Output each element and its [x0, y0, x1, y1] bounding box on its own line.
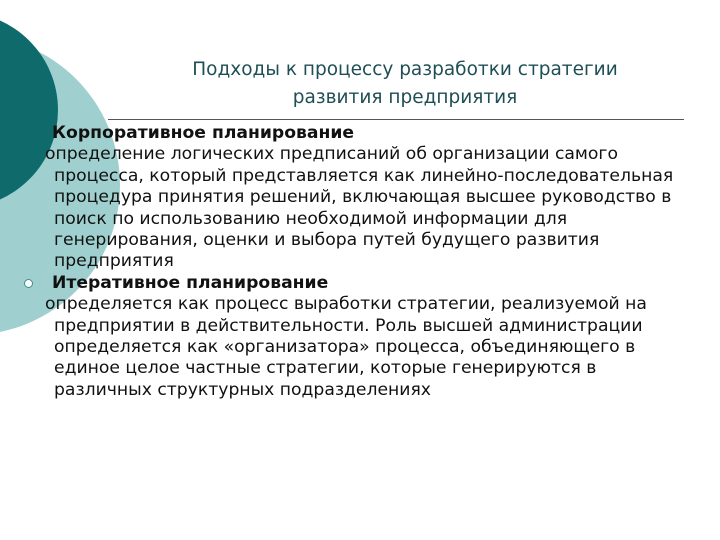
slide-title	[120, 56, 690, 112]
bullet-icon	[24, 279, 33, 288]
item-description: определение логических предписаний об организации самого процесса, который представляется как линейно-последовательная процедура принятия решений, включающая высшее руководство в поиск по использованию необходимой информации для генерирования, оценки и выбора путей будущего развития предприятия	[45, 144, 674, 272]
title-divider	[108, 119, 684, 120]
slide-content	[0, 123, 720, 401]
item-description: определяется как процесс выработки стратегии, реализуемой на предприятии в действительности. Роль высшей администрации определяется как «организатора» процесса, объединяющего в единое целое частные стратегии, которые генерируются в различных структурных подразделениях	[45, 294, 647, 400]
list-item	[0, 123, 720, 273]
slide-title-line-1: Подходы к процессу разработки стратегии	[192, 59, 618, 80]
item-heading: Итеративное планирование	[52, 272, 329, 293]
item-heading: Корпоративное планирование	[52, 123, 355, 143]
slide-title-line-2: развития предприятия	[292, 87, 518, 108]
list-item	[0, 273, 720, 401]
